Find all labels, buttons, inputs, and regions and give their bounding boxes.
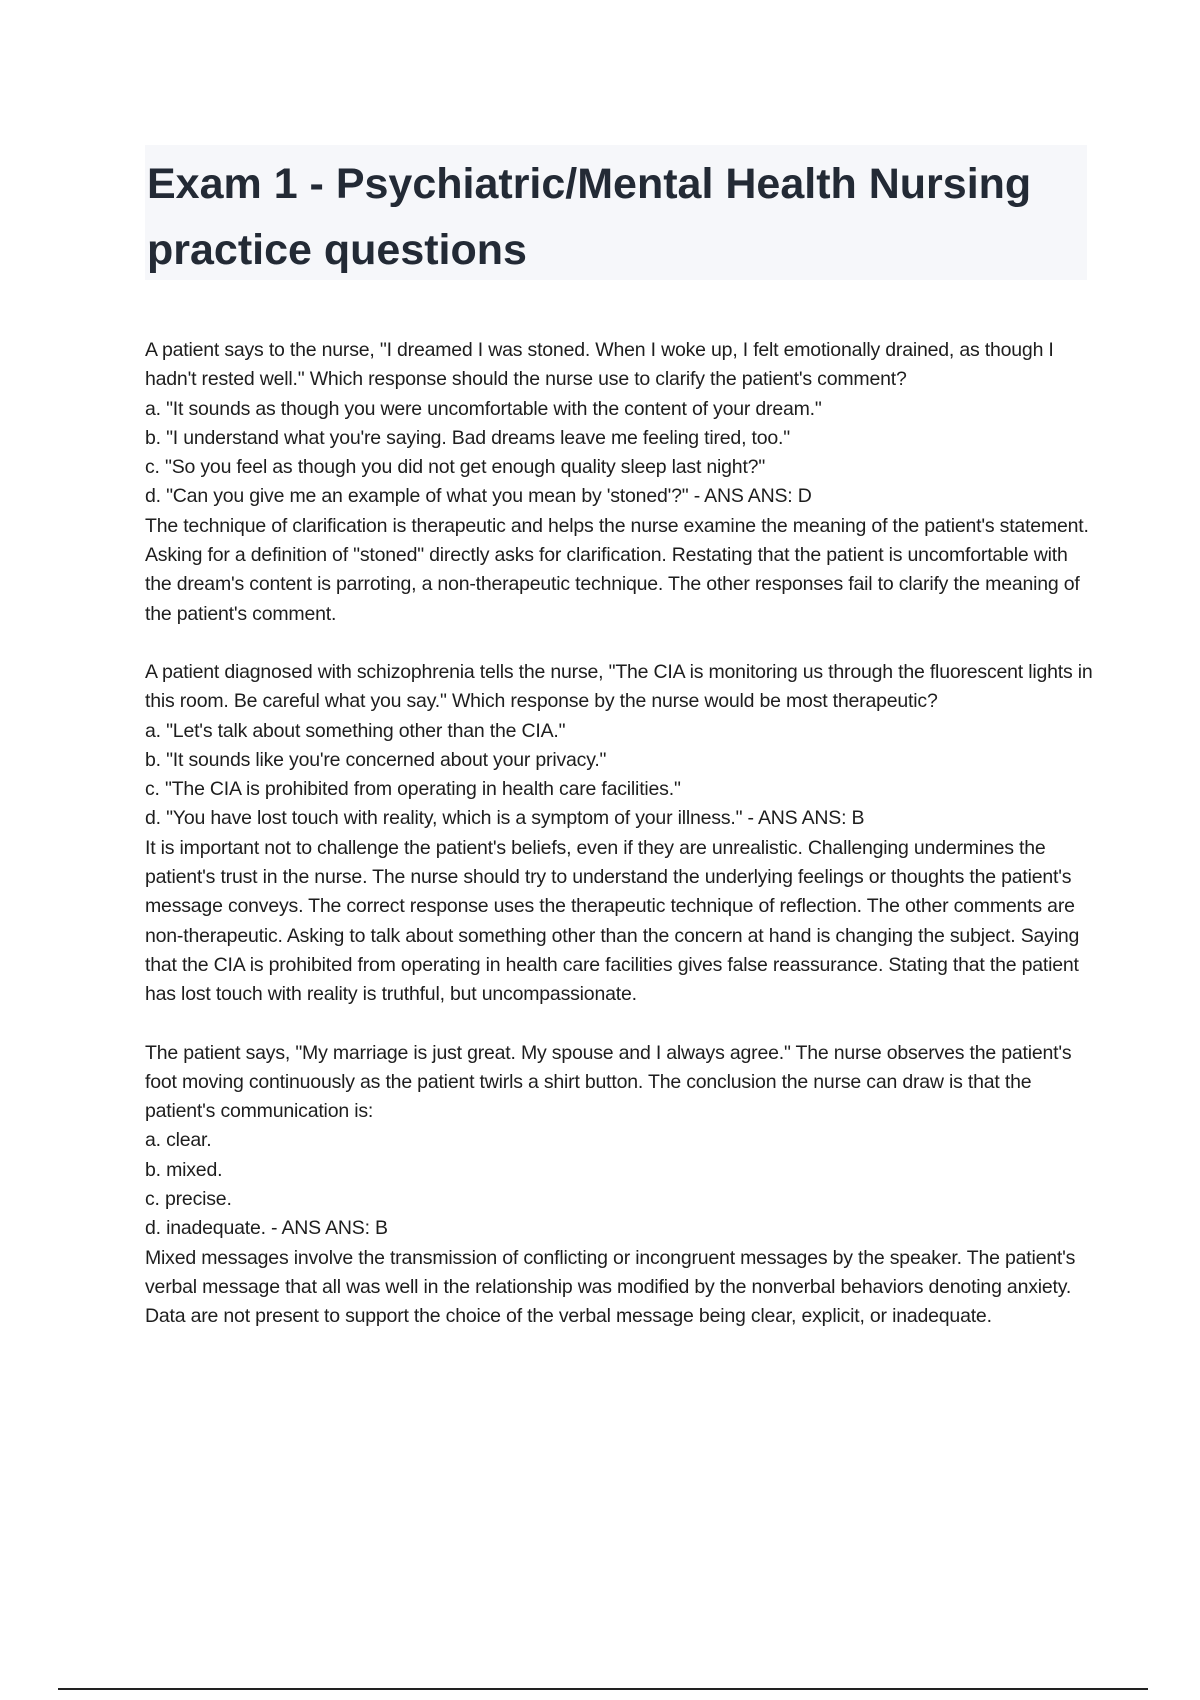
document-body (145, 336, 1095, 1361)
option-with-answer: d. "Can you give me an example of what you mean by 'stoned'?" - ANS ANS: D (145, 485, 812, 508)
question-block (145, 1039, 1095, 1332)
option: c. "So you feel as though you did not get enough quality sleep last night?" (145, 456, 766, 479)
option: a. "It sounds as though you were uncomfortable with the content of your dream." (145, 397, 822, 420)
page-title: Exam 1 - Psychiatric/Mental Health Nursing practice questions (147, 160, 1032, 274)
option: b. "I understand what you're saying. Bad dreams leave me feeling tired, too." (145, 426, 790, 449)
question-block (145, 336, 1095, 629)
question-text: The patient says, "My marriage is just great. My spouse and I always agree." The nurse observes the patient's foot moving continuously as the patient twirls a shirt button. The conclusion the nurse can draw is that the patient's communication is: (145, 1041, 1072, 1123)
rationale: It is important not to challenge the patient's beliefs, even if they are unrealistic. Challenging undermines the patient's trust in the nurse. The nurse should try to understand the underlying feelings or thoughts the patient's message conveys. The correct response uses the therapeutic technique of reflection. The other comments are non-therapeutic. Asking to talk about something other than the concern at hand is changing the subject. Saying that the CIA is prohibited from operating in health care facilities gives false reassurance. Stating that the patient has lost touch with reality is truthful, but uncompassionate. (145, 836, 1080, 1006)
option-with-answer: d. inadequate. - ANS ANS: B (145, 1217, 388, 1240)
question-text: A patient says to the nurse, "I dreamed I was stoned. When I woke up, I felt emotionally drained, as though I hadn't rested well." Which response should the nurse use to clarify the patient's comment? (145, 339, 1054, 391)
option: c. "The CIA is prohibited from operating in health care facilities." (145, 778, 681, 801)
option: a. clear. (145, 1129, 212, 1152)
question-text: A patient diagnosed with schizophrenia tells the nurse, "The CIA is monitoring us through the fluorescent lights in this room. Be careful what you say." Which response by the nurse would be most therapeutic? (145, 660, 1093, 713)
option: a. "Let's talk about something other than the CIA." (145, 719, 566, 742)
rationale: The technique of clarification is therapeutic and helps the nurse examine the meaning of the patient's statement. Asking for a definition of "stoned" directly asks for clarification. Restating that the patient is uncomfortable with the dream's content is parroting, a non-therapeutic technique. The other responses fail to clarify the meaning of the patient's comment. (145, 514, 1089, 625)
title-box (145, 145, 1087, 280)
option-with-answer: d. "You have lost touch with reality, which is a symptom of your illness." - ANS ANS: B (145, 807, 865, 830)
option: c. precise. (145, 1188, 232, 1211)
rationale: Mixed messages involve the transmission of conflicting or incongruent messages by the speaker. The patient's verbal message that all was well in the relationship was modified by the nonverbal behaviors denoting anxiety. Data are not present to support the choice of the verbal message being clear, explicit, or inadequate. (145, 1246, 1076, 1328)
page-footer-divider (58, 1688, 1148, 1690)
question-block (145, 658, 1095, 1010)
option: b. mixed. (145, 1158, 223, 1181)
option: b. "It sounds like you're concerned about your privacy." (145, 748, 607, 771)
